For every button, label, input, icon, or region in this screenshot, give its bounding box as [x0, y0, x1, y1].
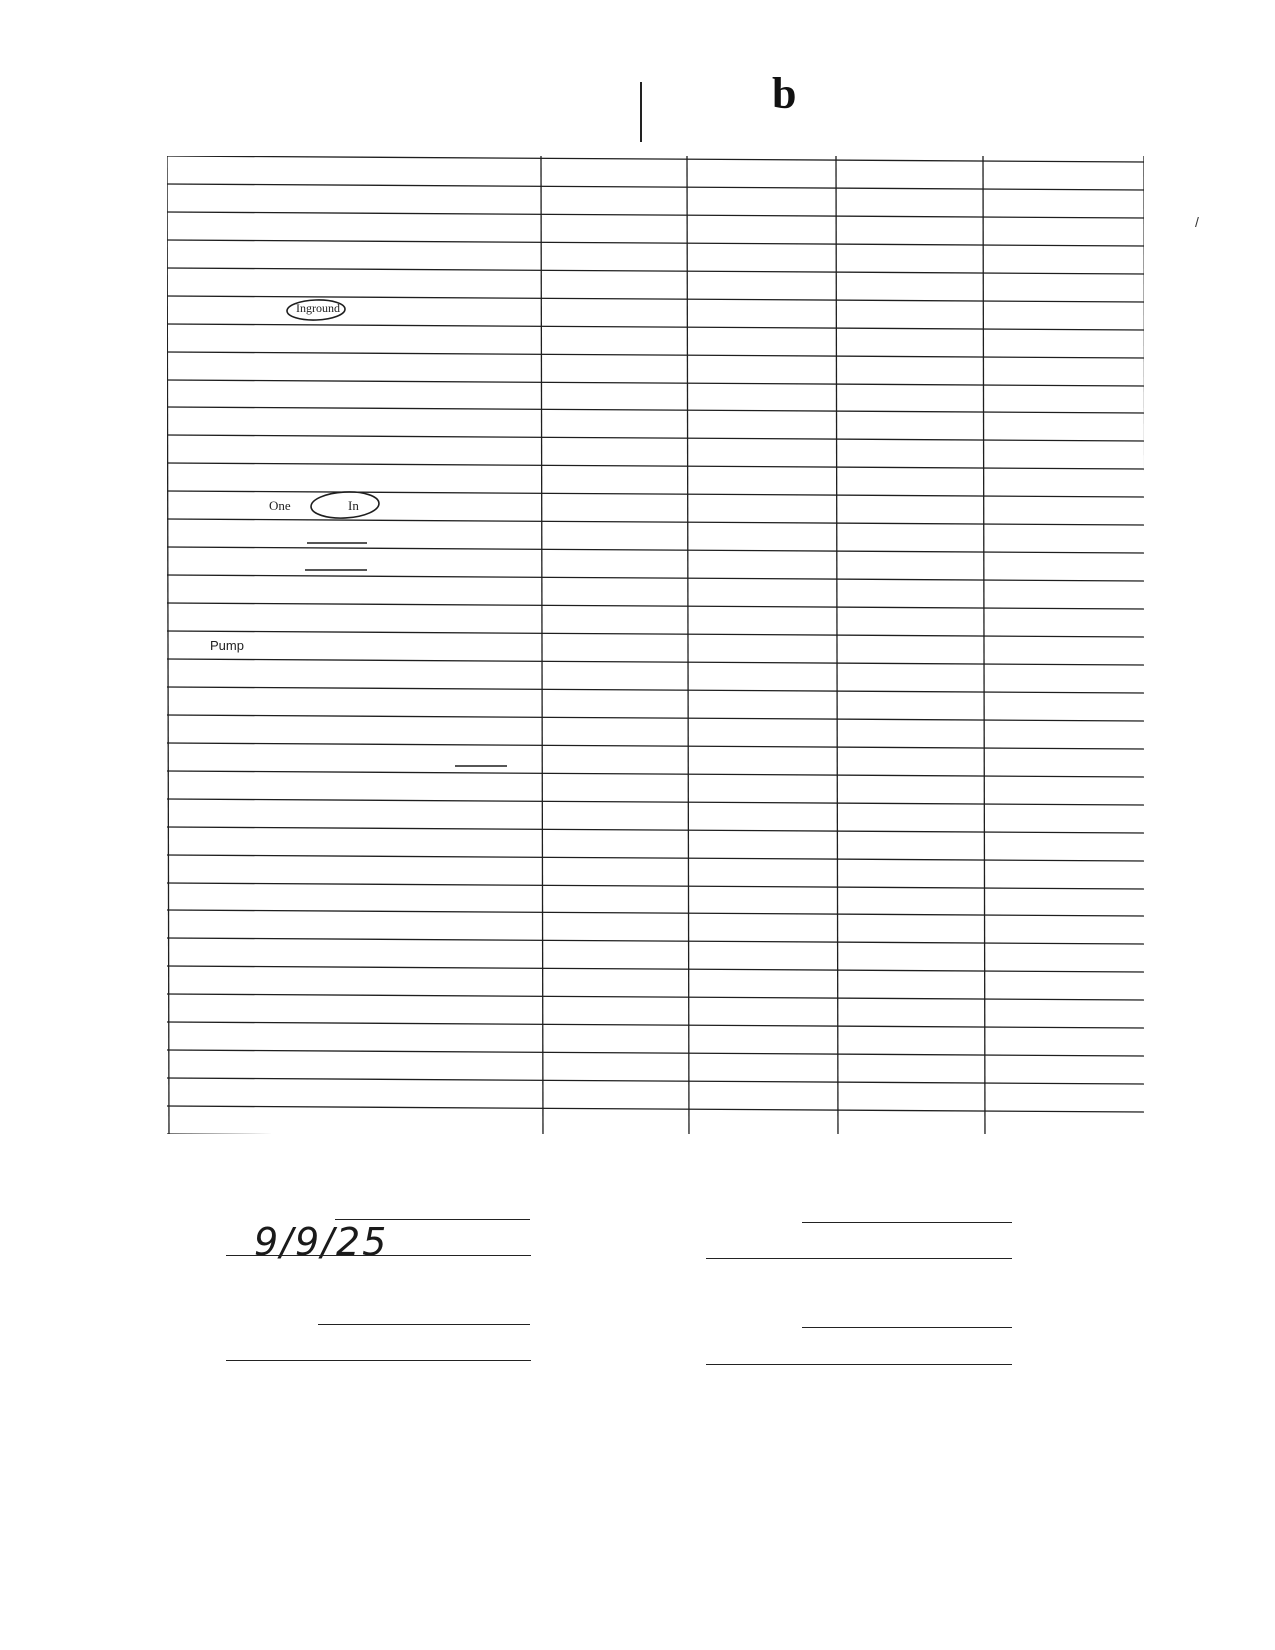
table-row-rule [167, 380, 1144, 386]
table-column-rule [983, 156, 985, 1134]
table-row-rule [167, 435, 1144, 441]
table-row-rule [167, 715, 1144, 721]
table-row-rule [167, 212, 1144, 218]
table-row-rule [167, 603, 1144, 609]
inground-option: Inground [296, 301, 340, 315]
signature-line [335, 1219, 530, 1220]
in-option: In [348, 498, 359, 513]
table-row-rule [167, 1078, 1144, 1084]
table-row-rule [167, 799, 1144, 805]
table-column-rule [167, 156, 169, 1134]
table-column-rule [541, 156, 543, 1134]
table-row-rule [167, 994, 1144, 1000]
table-row-rule [167, 687, 1144, 693]
table-row-rule [167, 743, 1144, 749]
table-row-rule [167, 1022, 1144, 1028]
table-row-rule [167, 184, 1144, 190]
date-line [226, 1360, 531, 1361]
signature-line [318, 1324, 530, 1325]
table-row-rule [167, 547, 1144, 553]
table-row-rule [167, 883, 1144, 889]
table-row-rule [167, 827, 1144, 833]
signature-line [802, 1222, 1012, 1223]
handwritten-date: 9/9/25 [254, 1220, 389, 1264]
stray-mark: / [1195, 214, 1199, 230]
table-row-rule [167, 240, 1144, 246]
in-option-circle [310, 490, 379, 520]
table-row-rule [167, 1106, 1144, 1112]
one-label: One [269, 498, 291, 513]
table-column-rule [836, 156, 838, 1134]
table-row-rule [167, 855, 1144, 861]
table-row-rule [167, 1050, 1144, 1056]
table-row-rule [167, 268, 1144, 274]
table-row-rule [167, 352, 1144, 358]
pump-label: Pump [210, 638, 244, 653]
signature-line [802, 1327, 1012, 1328]
table-row-rule [167, 407, 1144, 413]
table-row-rule [167, 659, 1144, 665]
table-row-rule [167, 463, 1144, 469]
table-column-rule [687, 156, 689, 1134]
date-line [226, 1255, 531, 1256]
table-row-rule [167, 575, 1144, 581]
date-line [706, 1258, 1012, 1259]
table-row-rule [167, 491, 1144, 497]
table-row-rule [167, 771, 1144, 777]
page-letter: b [772, 69, 797, 118]
table-row-rule [167, 519, 1144, 525]
date-line [706, 1364, 1012, 1365]
table-row-rule [167, 938, 1144, 944]
table-row-rule [167, 966, 1144, 972]
table-row-rule [167, 156, 1144, 162]
header-divider [640, 82, 642, 142]
table-row-rule [167, 324, 1144, 330]
table-row-rule [167, 910, 1144, 916]
table-row-rule [167, 631, 1144, 637]
